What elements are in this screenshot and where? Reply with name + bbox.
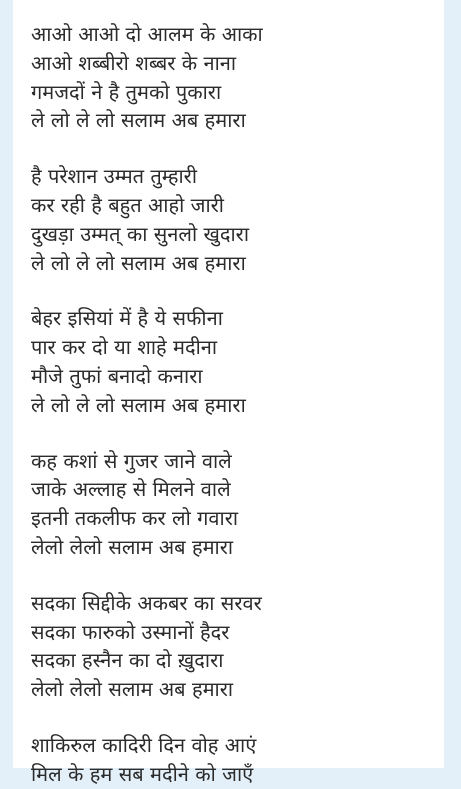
verse-line: लेलो लेलो सलाम अब हमारा <box>31 534 234 559</box>
verse-line: कर रही है बहुत आहो जारी <box>31 192 224 217</box>
stanza <box>13 162 444 277</box>
stanza <box>13 20 444 135</box>
verse-line: ले लो ले लो सलाम अब हमारा <box>31 250 246 275</box>
verse-line: आओ शब्बीरो शब्बर के नाना <box>31 50 237 75</box>
verse-line: शाकिरुल कादिरी दिन वोह आएं <box>31 732 257 757</box>
verse-line: सदका सिद्दीके अकबर का सरवर <box>31 590 262 615</box>
verse-line: ले लो ले लो सलाम अब हमारा <box>31 392 246 417</box>
verse-line: दुखड़ा उम्मत् का सुनलो खुदारा <box>31 221 250 246</box>
verse-line: पार कर दो या शाहे मदीना <box>31 335 218 360</box>
stanza <box>13 731 444 789</box>
verse-line: ले लो ले लो सलाम अब हमारा <box>31 108 246 133</box>
verse-line: है परेशान उम्मत तुम्हारी <box>31 164 198 189</box>
document-page <box>13 0 444 786</box>
verse-line: गमजदों ने है तुमको पुकारा <box>31 79 222 104</box>
verse-line: सदका फारुको उस्मानों हैदर <box>31 619 230 644</box>
verse-line: आओ आओ दो आलम के आका <box>31 22 263 46</box>
verse-line: इतनी तकलीफ कर लो गवारा <box>31 506 239 531</box>
verse-line: लेलो लेलो सलाम अब हमारा <box>31 677 234 702</box>
verse-line: मिल के हम सब मदीने को जाएँ <box>31 761 254 786</box>
stanza <box>13 447 444 562</box>
verse-line: कह कशां से गुजर जाने वाले <box>31 448 232 473</box>
verse-line: बेहर इसियां में है ये सफीना <box>31 306 223 331</box>
verse-line: मौजे तुफां बनादो कनारा <box>31 363 203 388</box>
verse-line: जाके अल्लाह से मिलने वाले <box>31 477 231 502</box>
stanza <box>13 304 444 419</box>
page-margin <box>444 0 461 768</box>
verse-line: सदका हस्नैन का दो ख़ुदारा <box>31 648 224 673</box>
stanza <box>13 589 444 704</box>
